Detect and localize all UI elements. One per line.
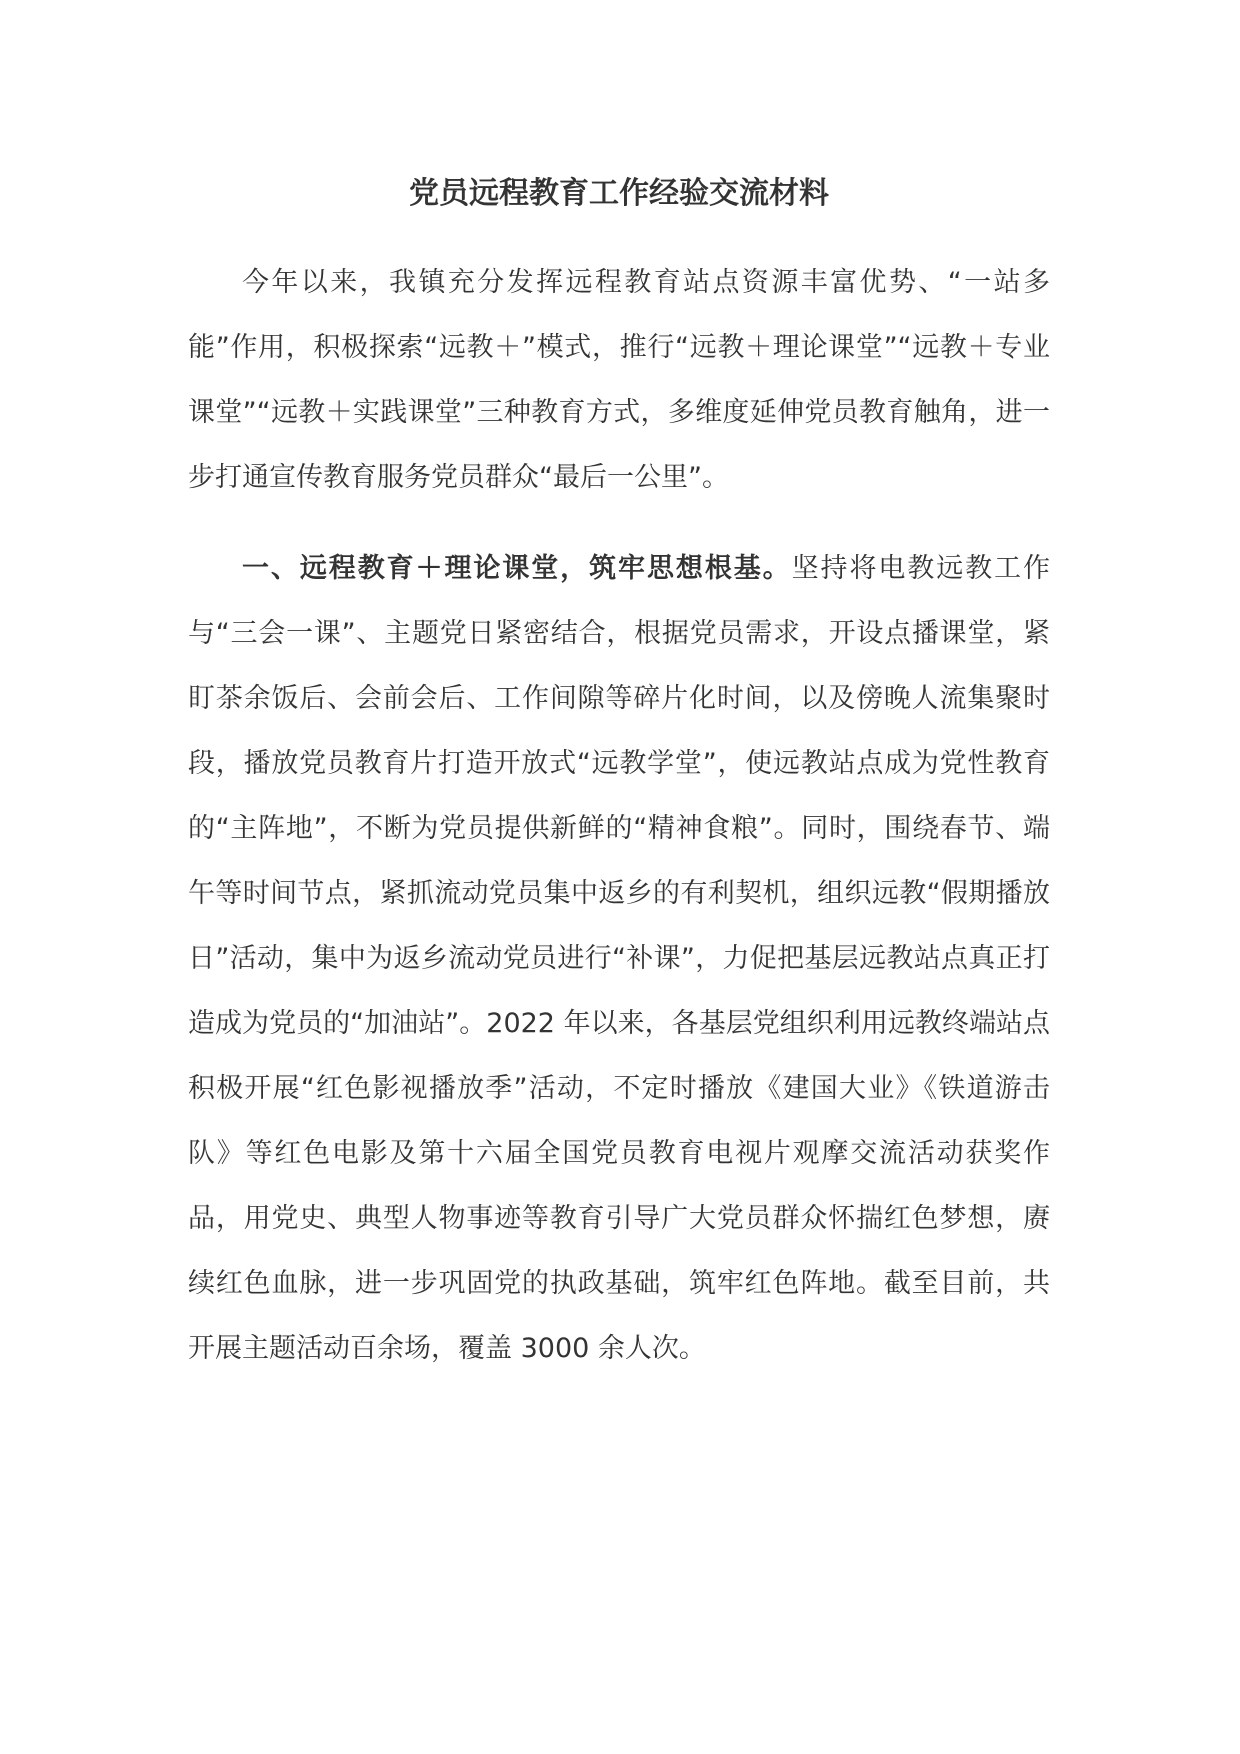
- section-1-paragraph: [188, 536, 1050, 1381]
- intro-paragraph: 今年以来，我镇充分发挥远程教育站点资源丰富优势、“一站多能”作用，积极探索“远教＋”模式，推行“远教＋理论课堂”“远教＋专业课堂”“远教＋实践课堂”三种教育方式，多维度延伸党员教育触角，进一步打通宣传教育服务党员群众“最后一公里”。: [188, 267, 1050, 493]
- section-1-heading: 一、远程教育＋理论课堂，筑牢思想根基。: [242, 553, 792, 584]
- document-body: [188, 250, 1050, 1381]
- document-title: 党员远程教育工作经验交流材料: [409, 176, 829, 211]
- section-1-text: 坚持将电教远教工作与“三会一课”、主题党日紧密结合，根据党员需求，开设点播课堂，紧盯茶余饭后、会前会后、工作间隙等碎片化时间，以及傍晚人流集聚时段，播放党员教育片打造开放式“远教学堂”，使远教站点成为党性教育的“主阵地”，不断为党员提供新鲜的“精神食粮”。同时，围绕春节、端午等时间节点，紧抓流动党员集中返乡的有利契机，组织远教“假期播放日”活动，集中为返乡流动党员进行“补课”，力促把基层远教站点真正打造成为党员的“加油站”。2022 年以来，各基层党组织利用远教终端站点积极开展“红色影视播放季”活动，不定时播放《建国大业》《铁道游击队》等红色电影及第十六届全国党员教育电视片观摩交流活动获奖作品，用党史、典型人物事迹等教育引导广大党员群众怀揣红色梦想，赓续红色血脉，进一步巩固党的执政基础，筑牢红色阵地。截至目前，共开展主题活动百余场，覆盖 3000 余人次。: [188, 553, 1051, 1364]
